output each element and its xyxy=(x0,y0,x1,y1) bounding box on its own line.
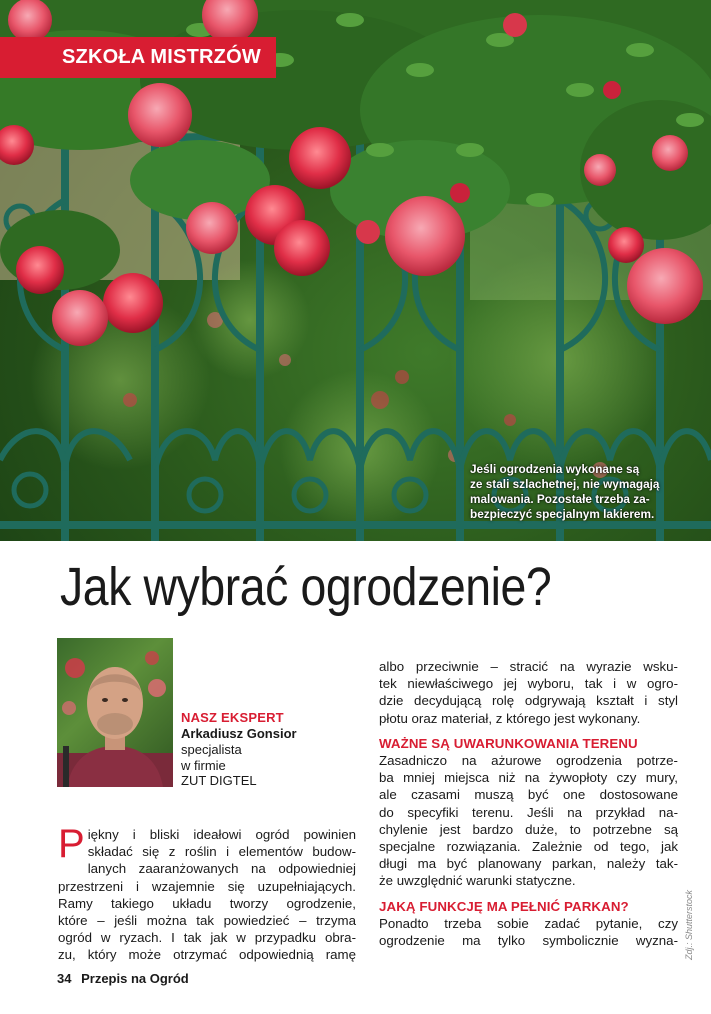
expert-portrait-illustration xyxy=(57,638,173,787)
expert-role-line: w firmie xyxy=(181,757,226,773)
magazine-name: Przepis na Ogród xyxy=(81,971,189,986)
body-line: specjalne rozwiązania. Zależnie od tego, jak xyxy=(379,839,678,855)
section-heading: JAKĄ FUNKCJĘ MA PEŁNIĆ PARKAN? xyxy=(379,898,629,914)
caption-line: ze stali szlachetnej, nie wymagają xyxy=(470,477,660,491)
drop-cap: P xyxy=(58,822,85,866)
body-line: Ramy takiego układu tworzy ogrodzenie, xyxy=(58,895,356,911)
expert-role-line: ZUT DIGTEL xyxy=(181,773,257,788)
page-footer xyxy=(57,971,189,986)
caption-line: Jeśli ogrodzenia wykonane są xyxy=(470,462,640,476)
body-line: Zasadniczo na ażurowe ogrodzenia potrze- xyxy=(379,753,678,769)
body-line: składać się z roślin i elementów budow- xyxy=(87,844,356,860)
body-line: długi ma być planowany parkan, należy tak- xyxy=(379,856,678,872)
body-line: iękny i bliski ideałowi ogród powinien xyxy=(87,827,356,842)
article-intro xyxy=(58,822,356,964)
body-line: że uwzględnić warunki statyczne. xyxy=(379,873,576,889)
photo-credit: Zdj.: Shutterstock xyxy=(684,889,694,960)
expert-label: NASZ EKSPERT xyxy=(181,710,284,725)
expert-name: Arkadiusz Gonsior xyxy=(181,726,297,741)
caption-line: bezpieczyć specjalnym lakierem. xyxy=(470,507,655,521)
body-line: płotu oraz materiał, z którego jest wykonany. xyxy=(379,710,641,726)
section-heading: WAŻNE SĄ UWARUNKOWANIA TERENU xyxy=(379,735,638,751)
body-line: przestrzeni i wzajemnie się uzupełniających. xyxy=(58,878,356,894)
body-line: zu, który może otrzymać odpowiednią ramę xyxy=(58,947,356,963)
body-line: tek niewłaściwego jej wyboru, tak i w ogro- xyxy=(379,676,678,692)
article-body xyxy=(379,658,678,949)
body-line: ogród w ryzach. I tak jak w przypadku obra- xyxy=(58,930,356,946)
body-line: dzie decydującą rolę odgrywają kształt i styl xyxy=(379,693,678,709)
expert-role-line: specjalista xyxy=(181,742,242,757)
expert-role xyxy=(181,742,331,789)
article-title: Jak wybrać ogrodzenie? xyxy=(60,557,552,617)
body-line: ale czasami muszą być one dostosowane xyxy=(379,787,678,803)
body-line: albo przeciwnie – stracić na wyrazie wsku- xyxy=(379,659,678,674)
photo-caption xyxy=(470,462,690,522)
page-number: 34 xyxy=(57,971,72,986)
section-badge: SZKOŁA MISTRZÓW xyxy=(0,37,276,78)
expert-photo xyxy=(57,638,173,787)
body-line: które – jeśli można tak powiedzieć – trzyma xyxy=(58,913,356,929)
body-line: ba mniej miejsca niż na żywopłoty czy mury, xyxy=(379,770,678,786)
body-line: chylenie jest bardzo duże, to potrzebne są xyxy=(379,821,678,837)
body-line: do specyfiki terenu. Jeśli na przykład na- xyxy=(379,804,678,820)
caption-line: malowania. Pozostałe trzeba za- xyxy=(470,492,650,506)
body-line: lanych zaaranżowanych na odpowiedniej xyxy=(87,861,356,877)
body-line: ogrodzenie ma tylko symbolicznie wyzna- xyxy=(379,933,678,949)
body-line: Ponadto trzeba sobie zadać pytanie, czy xyxy=(379,915,678,931)
